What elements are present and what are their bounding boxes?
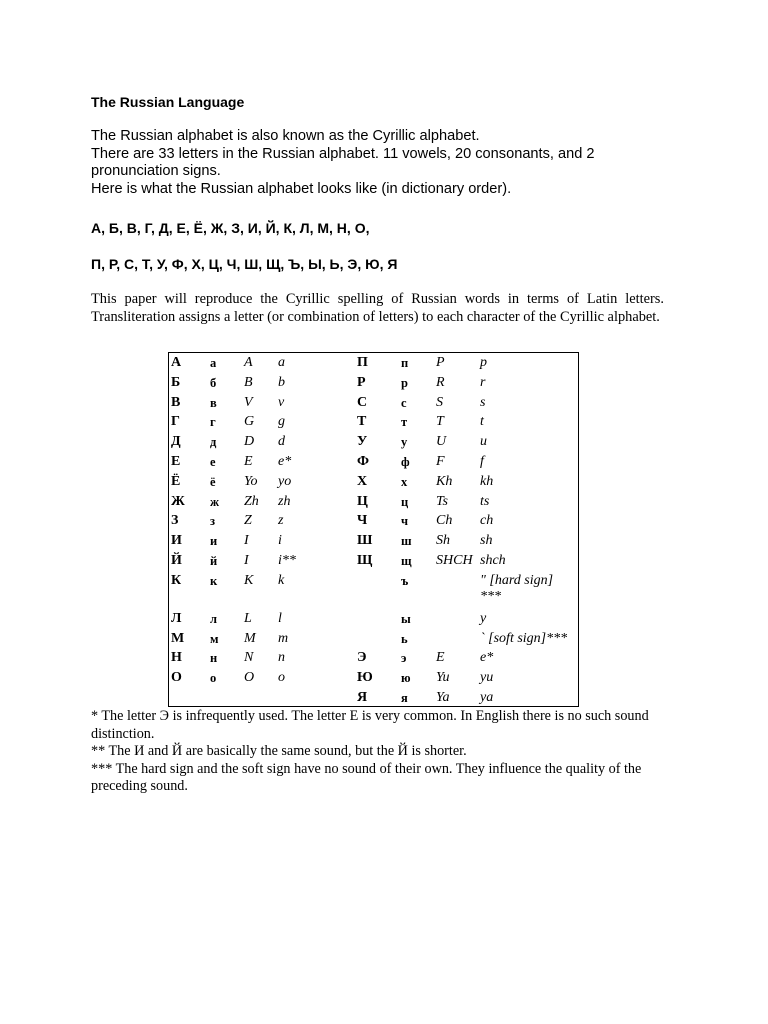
left-cell: К <box>171 572 182 588</box>
left-cell: Ё <box>171 473 181 489</box>
right-cell: kh <box>480 473 494 489</box>
intro <box>91 128 691 198</box>
left-cell: i <box>278 533 282 549</box>
left-cell: k <box>278 572 285 588</box>
right-cell: SHCH <box>436 553 473 568</box>
footnote-2: ** The И and Й are basically the same sound, but the Й is shorter. <box>91 743 467 759</box>
right-cell: Ц <box>357 493 368 509</box>
right-cell: э <box>401 651 407 666</box>
left-cell: А <box>171 355 182 370</box>
right-cell: E <box>436 650 445 666</box>
left-cell: Г <box>171 414 180 430</box>
right-cell: ` [soft sign]*** <box>480 630 568 646</box>
right-cell: ъ <box>401 573 409 588</box>
left-cell: Н <box>171 650 182 666</box>
left-cell: в <box>210 395 217 410</box>
left-cell: E <box>244 454 253 469</box>
right-cell: Ю <box>357 670 373 686</box>
right-cell: ch <box>480 513 494 529</box>
left-cell: e* <box>278 454 292 469</box>
right-cell: ш <box>401 534 412 549</box>
footnote-1: * The letter Э is infrequently used. The letter E is very common. In English there is no such sound distinction. <box>91 708 649 742</box>
right-cell: yu <box>480 670 494 686</box>
right-cell: ч <box>401 514 409 529</box>
right-cell: ф <box>401 455 410 469</box>
left-cell: Zh <box>244 493 259 509</box>
left-cell: I <box>244 553 249 568</box>
right-cell-extra: *** <box>480 588 501 604</box>
left-cell: g <box>278 414 285 430</box>
left-cell: и <box>210 534 218 549</box>
left-cell: о <box>210 671 217 686</box>
right-cell: ya <box>480 690 494 705</box>
left-cell: l <box>278 610 282 626</box>
right-cell: Э <box>357 650 367 666</box>
right-cell: Ya <box>436 690 450 705</box>
right-cell: T <box>436 414 444 430</box>
right-cell: ts <box>480 493 490 509</box>
left-cell: И <box>171 533 182 549</box>
right-cell: Ch <box>436 513 453 529</box>
right-cell: п <box>401 356 409 370</box>
left-cell: D <box>244 434 255 450</box>
left-cell: б <box>210 375 217 390</box>
alphabet-line-1: А, Б, В, Г, Д, Е, Ё, Ж, З, И, Й, К, Л, М, Н, О, <box>91 220 370 236</box>
transliteration-paragraph: This paper will reproduce the Cyrillic spelling of Russian words in terms of Latin letters. Transliteration assigns a letter (or combination of letters) to each character of the Cyrillic alphabet. <box>91 291 664 325</box>
right-cell: e* <box>480 650 494 666</box>
left-cell: v <box>278 394 285 410</box>
right-cell: Ф <box>357 454 370 469</box>
right-cell: y <box>480 610 487 626</box>
right-cell: Р <box>357 374 366 390</box>
left-cell: zh <box>278 493 291 509</box>
right-cell: r <box>480 374 486 390</box>
right-cell: ь <box>401 631 408 646</box>
right-cell: Ts <box>436 493 448 509</box>
right-cell: р <box>401 375 408 390</box>
left-cell: Z <box>244 513 252 529</box>
right-cell: s <box>480 394 486 410</box>
left-cell: d <box>278 434 285 450</box>
left-cell: з <box>210 514 216 529</box>
right-cell: П <box>357 355 368 370</box>
right-cell: F <box>436 454 445 469</box>
intro-line: pronunciation signs. <box>91 163 221 179</box>
left-cell: M <box>244 630 256 646</box>
right-cell: я <box>401 691 408 705</box>
transliteration-table <box>168 352 579 707</box>
right-cell: С <box>357 394 368 410</box>
right-cell: R <box>436 374 445 390</box>
right-cell: Yu <box>436 670 450 686</box>
left-cell: V <box>244 394 253 410</box>
left-cell: Д <box>171 434 181 450</box>
right-cell: Kh <box>436 473 453 489</box>
right-cell: p <box>480 355 487 370</box>
left-cell: е <box>210 455 216 469</box>
left-cell: Е <box>171 454 181 469</box>
right-cell: f <box>480 454 484 469</box>
right-cell: t <box>480 414 484 430</box>
page-title: The Russian Language <box>91 94 245 110</box>
left-cell: Л <box>171 610 182 626</box>
right-cell: Ш <box>357 533 373 549</box>
right-cell: " [hard sign] <box>480 572 554 588</box>
left-cell: Б <box>171 374 181 390</box>
left-cell: z <box>278 513 284 529</box>
left-cell: а <box>210 356 217 370</box>
left-cell: н <box>210 651 218 666</box>
right-cell: т <box>401 415 408 430</box>
left-cell: В <box>171 394 181 410</box>
footnotes <box>91 708 666 796</box>
right-cell: sh <box>480 533 493 549</box>
left-cell: K <box>244 572 254 588</box>
right-cell: u <box>480 434 487 450</box>
right-cell: Т <box>357 414 367 430</box>
left-cell: L <box>244 610 252 626</box>
right-cell: у <box>401 435 408 450</box>
left-cell: З <box>171 513 179 529</box>
left-cell: m <box>278 630 289 646</box>
left-cell: G <box>244 414 255 430</box>
left-cell: М <box>171 630 185 646</box>
left-cell: o <box>278 670 285 686</box>
right-cell: Sh <box>436 533 450 549</box>
right-cell: S <box>436 394 443 410</box>
alphabet-line-2: П, Р, С, Т, У, Ф, Х, Ц, Ч, Ш, Щ, Ъ, Ы, Ь, Э, Ю, Я <box>91 256 398 272</box>
left-cell: ё <box>210 474 216 489</box>
right-cell: ы <box>401 611 411 626</box>
left-cell: A <box>244 355 253 370</box>
left-cell: м <box>210 631 219 646</box>
right-cell: У <box>357 434 368 450</box>
right-cell: ц <box>401 494 409 509</box>
left-cell: a <box>278 355 285 370</box>
intro-line: Here is what the Russian alphabet looks like (in dictionary order). <box>91 180 512 197</box>
right-cell: х <box>401 474 408 489</box>
right-cell: Я <box>357 690 368 705</box>
right-cell: Х <box>357 473 368 489</box>
left-cell: i** <box>278 553 296 568</box>
intro-line: There are 33 letters in the Russian alphabet. 11 vowels, 20 consonants, and 2 <box>91 145 595 162</box>
right-cell: shch <box>480 553 506 568</box>
left-cell: N <box>244 650 254 666</box>
intro-line: The Russian alphabet is also known as the Cyrillic alphabet. <box>91 128 480 144</box>
left-cell: Yo <box>244 473 258 489</box>
left-cell: О <box>171 670 182 686</box>
right-cell: U <box>436 434 447 450</box>
left-cell: O <box>244 670 255 686</box>
left-cell: n <box>278 650 285 666</box>
right-cell: Щ <box>357 553 373 568</box>
right-cell: ю <box>401 671 411 686</box>
left-cell: к <box>210 573 218 588</box>
left-cell: B <box>244 374 253 390</box>
left-cell: yo <box>278 473 292 489</box>
left-cell: д <box>210 435 217 450</box>
left-cell: I <box>244 533 249 549</box>
left-cell: ж <box>210 494 220 509</box>
left-cell: b <box>278 374 285 390</box>
right-cell: с <box>401 395 407 410</box>
footnote-3: *** The hard sign and the soft sign have no sound of their own. They influence the quality of the preceding sound. <box>91 760 642 794</box>
left-cell: Ж <box>171 493 185 509</box>
left-cell: г <box>210 415 216 430</box>
right-cell: щ <box>401 554 412 568</box>
left-cell: Й <box>171 553 182 568</box>
right-cell: Ч <box>357 513 368 529</box>
right-cell: P <box>436 355 445 370</box>
left-cell: л <box>210 611 218 626</box>
left-cell: й <box>210 554 218 568</box>
